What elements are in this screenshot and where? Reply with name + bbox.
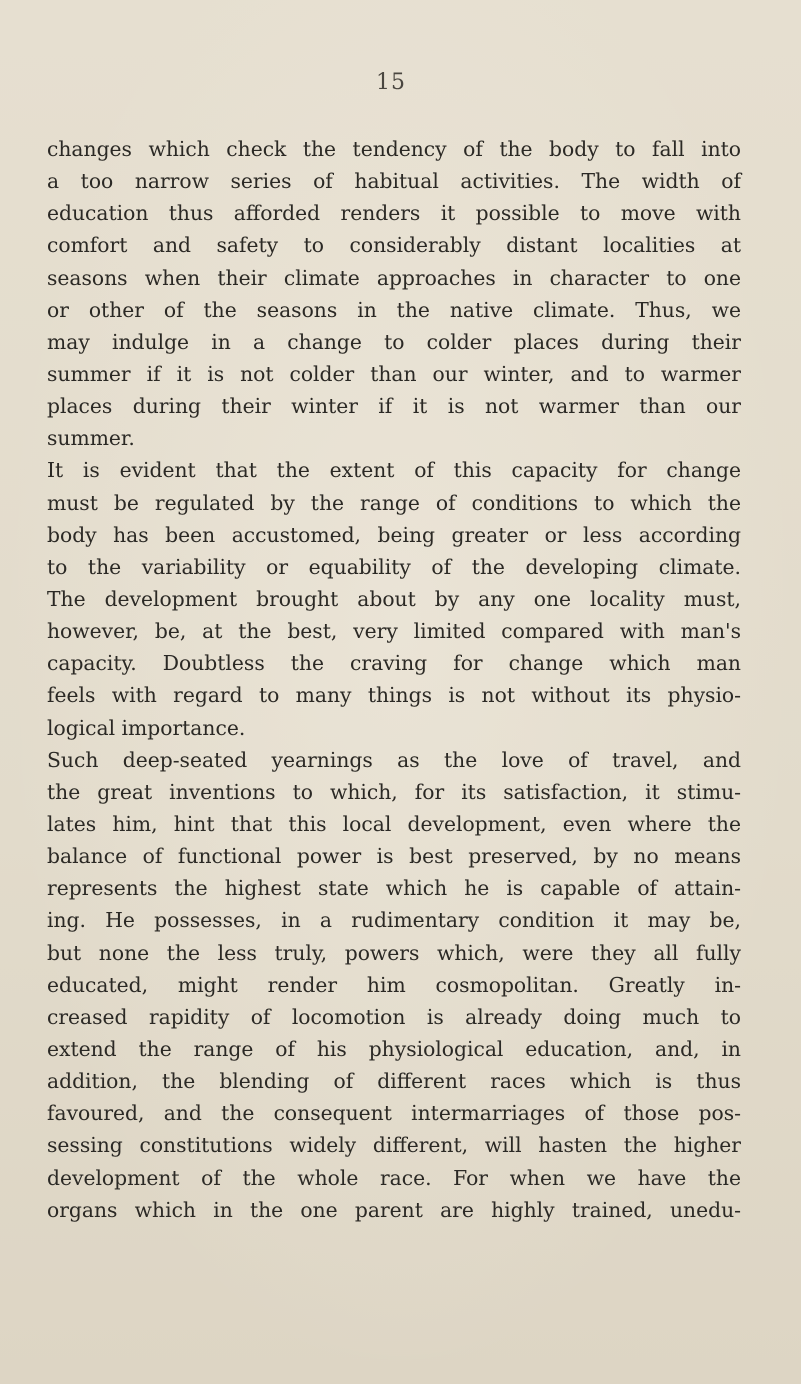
- text-line: Such deep-seated yearnings as the love of travel, and: [47, 747, 741, 772]
- text-line: education thus afforded renders it possible to move with: [47, 201, 741, 226]
- text-line: summer.: [47, 426, 135, 451]
- text-line: favoured, and the consequent intermarriages of those pos-: [47, 1101, 741, 1126]
- text-line: development of the whole race. For when we have the: [47, 1165, 741, 1190]
- text-line: the great inventions to which, for its satisfaction, it stimu-: [47, 779, 741, 804]
- text-line: may indulge in a change to colder places during their: [47, 329, 741, 354]
- text-line: a too narrow series of habitual activities. The width of: [47, 169, 741, 194]
- text-line: organs which in the one parent are highly trained, unedu-: [47, 1197, 741, 1222]
- text-line: ing. He possesses, in a rudimentary condition it may be,: [47, 908, 741, 933]
- text-line: lates him, hint that this local development, even where the: [47, 811, 741, 836]
- text-line: seasons when their climate approaches in character to one: [47, 265, 741, 290]
- text-line: educated, might render him cosmopolitan. Greatly in-: [47, 972, 741, 997]
- text-line: or other of the seasons in the native climate. Thus, we: [47, 297, 741, 322]
- text-line: The development brought about by any one locality must,: [47, 586, 741, 611]
- page-number: 15: [376, 70, 406, 95]
- text-line: places during their winter if it is not warmer than our: [47, 394, 741, 419]
- text-line: capacity. Doubtless the craving for change which man: [47, 651, 741, 676]
- text-line: creased rapidity of locomotion is already doing much to: [47, 1004, 741, 1029]
- text-line: represents the highest state which he is capable of attain-: [47, 876, 741, 901]
- text-line: summer if it is not colder than our winter, and to warmer: [47, 361, 741, 386]
- text-line: body has been accustomed, being greater or less according: [47, 522, 741, 547]
- text-line: changes which check the tendency of the body to fall into: [47, 137, 741, 161]
- text-line: extend the range of his physiological education, and, in: [47, 1036, 741, 1061]
- body-text: [47, 133, 741, 1226]
- text-line: to the variability or equability of the developing climate.: [47, 554, 741, 579]
- text-line: balance of functional power is best preserved, by no means: [47, 844, 741, 869]
- text-line: feels with regard to many things is not without its physio-: [47, 683, 741, 708]
- text-line: It is evident that the extent of this capacity for change: [47, 458, 741, 483]
- text-line: but none the less truly, powers which, were they all fully: [47, 940, 741, 965]
- text-line: must be regulated by the range of conditions to which the: [47, 490, 741, 515]
- text-line: however, be, at the best, very limited compared with man's: [47, 619, 741, 644]
- text-line: addition, the blending of different races which is thus: [47, 1069, 741, 1094]
- text-line: comfort and safety to considerably distant localities at: [47, 233, 741, 258]
- text-line: sessing constitutions widely different, will hasten the higher: [47, 1133, 741, 1158]
- text-line: logical importance.: [47, 715, 246, 740]
